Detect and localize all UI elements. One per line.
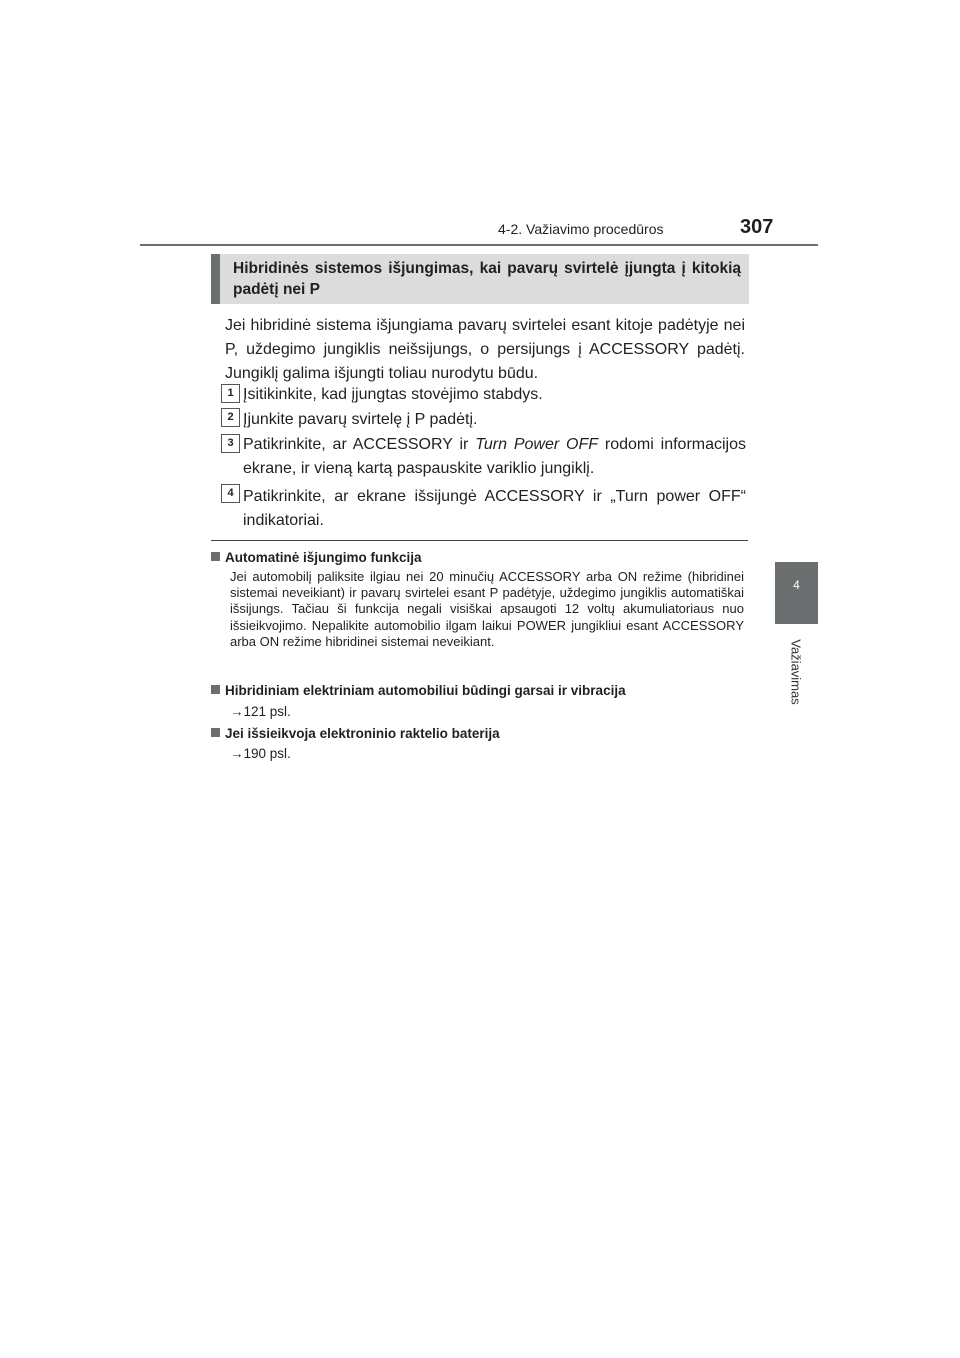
step-3-badge: 3 <box>221 434 240 453</box>
step-3-text-end: rodomi informacijos ekrane, ir vieną kartą paspauskite variklio jungiklį. <box>243 436 747 477</box>
step-1-text: Įsitikinkite, kad įjungtas stovėjimo stabdys. <box>243 386 543 403</box>
chapter-title: Važiavimas <box>788 639 804 705</box>
step-4-text: Patikrinkite, ar ekrane išsijungė ACCESSORY ir „Turn power OFF“ indikatoriai. <box>243 488 746 529</box>
step-3-text-start: Patikrinkite, ar ACCESSORY ir <box>243 436 476 453</box>
intro-paragraph: Jei hibridinė sistema išjungiama pavarų svirtelei esant kitoje padėtyje nei P, uždegimo jungiklis neišsijungs, o persijungs į ACCESSORY padėtį. Jungiklį galima išjungti toliau nurodytu būdu. <box>225 317 745 382</box>
note-3-title <box>211 726 500 741</box>
square-bullet-icon <box>211 685 220 694</box>
running-header-section: 4-2. Važiavimo procedūros <box>498 221 664 237</box>
chapter-side-label <box>781 632 811 712</box>
step-2-text: Įjunkite pavarų svirtelę į P padėtį. <box>243 411 478 428</box>
header-rule <box>140 244 818 246</box>
step-3-display-text: Turn Power OFF <box>475 436 599 453</box>
note-2-title <box>211 683 626 698</box>
section-divider <box>211 540 748 541</box>
square-bullet-icon <box>211 552 220 561</box>
step-2-badge: 2 <box>221 408 240 427</box>
step-4-badge: 4 <box>221 484 240 503</box>
note-1-title-text: Automatinė išjungimo funkcija <box>225 550 422 565</box>
page-number: 307 <box>740 216 774 238</box>
note-3-page-ref: →190 psl. <box>230 746 291 761</box>
note-2-title-text: Hibridiniam elektriniam automobiliui būdingi garsai ir vibracija <box>225 683 626 698</box>
section-heading-bar <box>211 254 220 304</box>
chapter-tab <box>775 562 818 624</box>
step-3-text <box>243 433 746 481</box>
square-bullet-icon <box>211 728 220 737</box>
note-1-title <box>211 550 422 565</box>
section-heading-box <box>211 254 749 304</box>
note-1-body: Jei automobilį paliksite ilgiau nei 20 minučių ACCESSORY arba ON režime (hibridinei sistemai neveikiant) ir pavarų svirtelei esant P padėtyje, uždegimo jungiklis automatiškai išsijungs. Tačiau ši funkcija negali visiškai apsaugoti 12 voltų akumuliatoriaus nuo išsieikvojimo. Nepalikite automobilio ilgam laikui POWER jungikliui esant ACCESSORY arba ON režime hibridinei sistemai neveikiant. <box>230 569 744 649</box>
section-heading: Hibridinės sistemos išjungimas, kai pavarų svirtelė įjungta į kitokią padėtį nei P <box>233 260 741 298</box>
note-3-title-text: Jei išsieikvoja elektroninio raktelio baterija <box>225 726 500 741</box>
chapter-number: 4 <box>793 578 800 592</box>
note-2-page-ref: →121 psl. <box>230 704 291 719</box>
step-1-badge: 1 <box>221 384 240 403</box>
